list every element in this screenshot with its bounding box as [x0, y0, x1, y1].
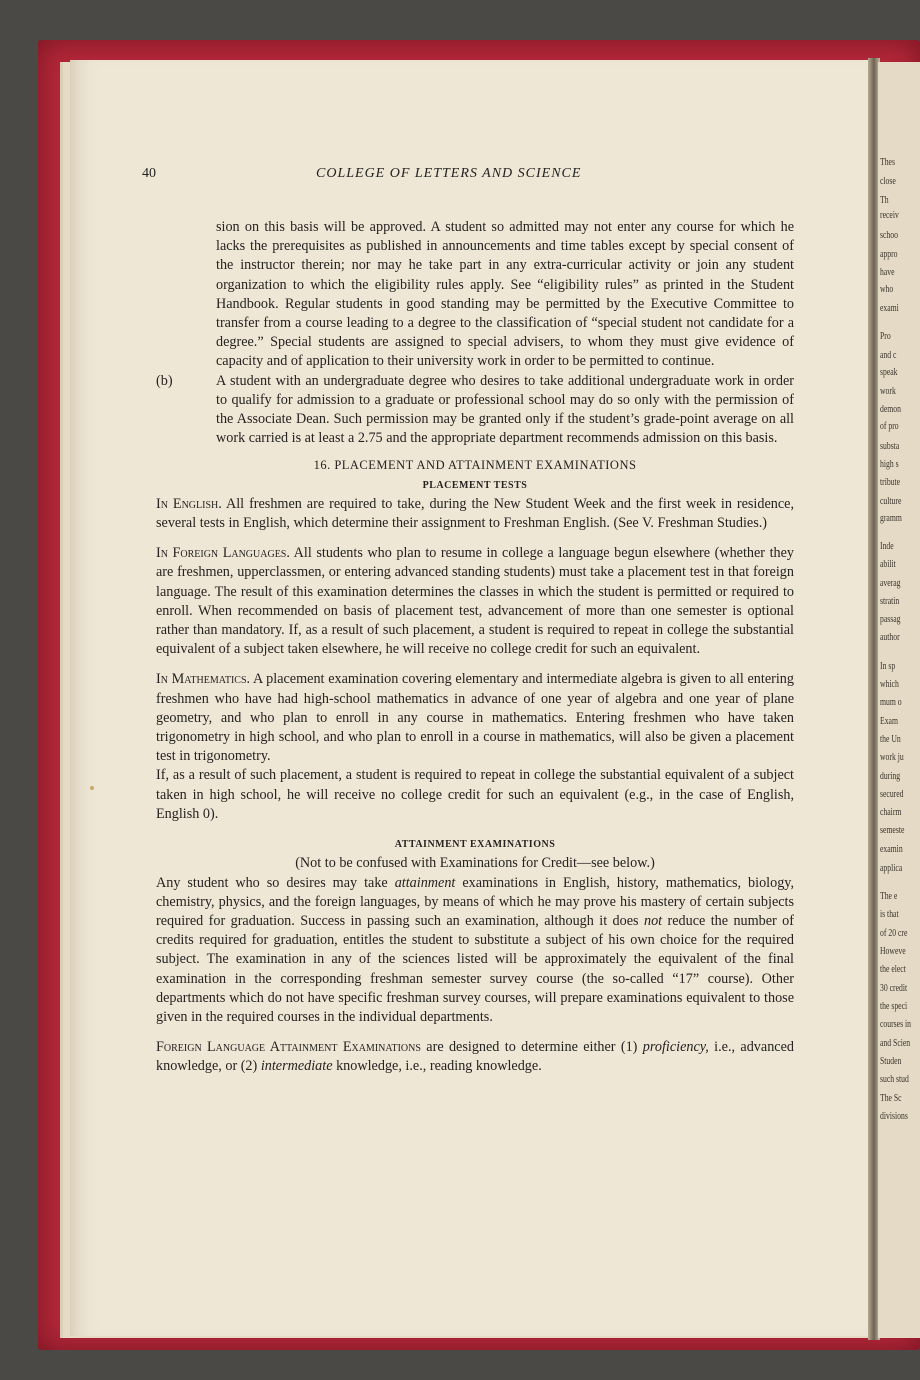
foreign-text: All students who plan to resume in college a language begun elsewhere (whether they are freshmen, upperclassmen, or entering advanced standing students) must take a placement test in that foreign language. The result of this examination determines the classes in which the student is permitted or required to enroll. When recommended on basis of placement test, advancement of more than one semester is optional rather than mandatory. If, as a result of such placement, a student is required to repeat in college the substantial equivalent of a subject taken elsewhere, he will receive no college credit for such an equivalent.: [156, 545, 794, 658]
adjacent-page: [878, 62, 920, 1338]
adjacent-page-fragment: is that: [880, 908, 899, 920]
foreign-paragraph: [156, 544, 794, 659]
adjacent-page-fragment: and Scien: [880, 1037, 911, 1049]
adjacent-page-fragment: chairm: [880, 806, 902, 818]
adjacent-page-fragment: abilit: [880, 558, 896, 570]
adjacent-page-fragment: semeste: [880, 824, 905, 836]
attainment-subheading: ATTAINMENT EXAMINATIONS: [394, 839, 556, 851]
adjacent-page-fragment: demon: [880, 403, 901, 415]
math-paragraph: [156, 670, 794, 766]
fla-text-a: are designed to determine either (1): [420, 1039, 643, 1056]
section-heading: 16. PLACEMENT AND ATTAINMENT EXAMINATIONS: [313, 458, 637, 473]
attain-text-c: reduce the number of credits required for graduation, entitles the student to substitute a subject of his own choice for the required subject. The examination in any of the sciences listed will be approximately the equivalent of the final examination in the corresponding freshman semester survey course (the so-called “17” course). Other departments which do not have specific freshman survey courses, will prepare examinations equivalent to those given in the required courses in the individual departments.: [156, 912, 795, 1025]
adjacent-page-fragment: substa: [880, 440, 900, 452]
adjacent-page-fragment: Th: [880, 194, 889, 206]
item-b-marker: (b): [156, 372, 173, 389]
adjacent-page-fragment: such stud: [880, 1073, 909, 1085]
item-b-text: A student with an undergraduate degree who desires to take additional undergraduate work in order to qualify for admission to a graduate or professional school may do so only with the permission of the Associate Dean. Such permission may be granted only if the student’s grade-point average on all work carried is at least a 2.75 and the appropriate department recommends admission on this basis.: [216, 372, 794, 447]
adjacent-page-fragment: the speci: [880, 1000, 908, 1012]
fla-lead: Foreign Language Attainment Examinations: [156, 1039, 421, 1056]
adjacent-page-fragment: Inde: [880, 540, 894, 552]
adjacent-page-fragment: Exam: [880, 715, 898, 727]
adjacent-page-fragment: tribute: [880, 476, 901, 488]
page-number: 40: [142, 166, 156, 181]
attain-italic-1: attainment: [394, 874, 456, 891]
fla-paragraph: [156, 1038, 794, 1076]
adjacent-page-fragment: exami: [880, 302, 899, 314]
adjacent-page-fragment: of 20 cre: [880, 927, 908, 939]
adjacent-page-fragment: Thes: [880, 156, 895, 168]
adjacent-page-fragment: work: [880, 385, 896, 397]
adjacent-page-fragment: examin: [880, 843, 903, 855]
adjacent-page-fragment: high s: [880, 458, 899, 470]
adjacent-page-fragment: applica: [880, 862, 903, 874]
fla-text-c: knowledge, i.e., reading knowledge.: [332, 1058, 542, 1075]
english-lead: In English.: [156, 495, 222, 512]
foreign-lead: In Foreign Languages.: [156, 545, 290, 562]
adjacent-page-fragment: which: [880, 678, 899, 690]
adjacent-page-fragment: mum o: [880, 696, 902, 708]
adjacent-page-fragment: of pro: [880, 420, 899, 432]
adjacent-page-fragment: schoo: [880, 229, 898, 241]
attainment-paragraph: [156, 874, 794, 1028]
adjacent-page-fragment: The e: [880, 890, 898, 902]
item-b: [156, 372, 794, 449]
placement-subheading: PLACEMENT TESTS: [422, 479, 528, 491]
adjacent-page-fragment: speak: [880, 366, 898, 378]
math-text: A placement examination covering elementary and intermediate algebra is given to all entering freshmen who have had high-school mathematics in advance of one year of algebra and one year of plane geometry, and who plan to enroll in any course in mathematics. Entering freshmen who have taken trigonometry in high school, and who plan to enroll in a course in mathematics, will also be given a placement test in trigonometry.: [156, 671, 794, 765]
adjacent-page-fragment: In sp: [880, 660, 896, 672]
fla-text-b: i.e., advanced knowledge, or (2): [156, 1039, 794, 1075]
adjacent-page-fragment: 30 credit: [880, 982, 908, 994]
adjacent-page-fragment: Studen: [880, 1055, 902, 1067]
adjacent-page-fragment: during: [880, 770, 901, 782]
math-lead: In Mathematics.: [156, 671, 251, 688]
fla-italic-2: intermediate: [260, 1058, 333, 1075]
adjacent-page-fragment: averag: [880, 577, 901, 589]
adjacent-page-fragment: author: [880, 631, 900, 643]
english-paragraph: [156, 495, 794, 533]
adjacent-page-fragment: Pro: [880, 330, 891, 342]
attain-italic-2: not: [643, 912, 663, 929]
continued-paragraph: sion on this basis will be approved. A student so admitted may not enter any course for which he lacks the prerequisites as published in announcements and time tables except by special consent of the instructor therein; nor may he take part in any extra-curricular activity or join any student organization to which the eligibility rules apply. See “eligibility rules” as printed in the Student Handbook. Regular students in good standing may be permitted by the Executive Committee to transfer from a course leading to a degree to the classification of “special student not candidate for a degree.” Special students are assigned to special advisers, to whom they must give evidence of capacity and of application to their university work in order to be permitted to continue.: [216, 219, 794, 370]
fla-italic-1: proficiency,: [642, 1039, 709, 1056]
adjacent-page-fragment: divisions: [880, 1110, 908, 1122]
adjacent-page-fragment: The Sc: [880, 1092, 902, 1104]
math-paragraph-2: If, as a result of such placement, a student is required to repeat in college the substantial equivalent of a subject taken in high school, he will receive no college credit for such an equivalent (e.g., in the case of English, English 0).: [156, 767, 794, 822]
adjacent-page-fragment: courses in: [880, 1018, 912, 1030]
adjacent-page-fragment: work ju: [880, 751, 904, 763]
adjacent-page-fragment: appro: [880, 248, 898, 260]
adjacent-page-fragment: who: [880, 283, 894, 295]
adjacent-page-fragment: the elect: [880, 963, 906, 975]
adjacent-page-fragment: passag: [880, 613, 901, 625]
attain-text-b: examinations in English, history, mathematics, biology, chemistry, physics, and the foreign languages, by means of which he may prove his mastery of certain subjects required for graduation. Success in passing such an examination, although it does: [156, 874, 795, 929]
page-body: [156, 218, 794, 1077]
english-text: All freshmen are required to take, during the New Student Week and the first week in residence, several tests in English, which determine their assignment to Freshman English. (See V. Freshman Studies.): [156, 495, 794, 532]
adjacent-page-fragment: gramm: [880, 512, 902, 524]
adjacent-page-fragment: the Un: [880, 733, 901, 745]
adjacent-page-fragment: have: [880, 266, 895, 278]
page-mark: [90, 786, 94, 790]
adjacent-page-fragment: secured: [880, 788, 904, 800]
attainment-note: (Not to be confused with Examinations for Credit—see below.): [295, 855, 655, 872]
running-head: COLLEGE OF LETTERS AND SCIENCE: [316, 166, 582, 181]
adjacent-page-fragment: close: [880, 175, 896, 187]
adjacent-page-fragment: receiv: [880, 209, 899, 221]
attain-text-a: Any student who so desires may take: [156, 874, 395, 891]
adjacent-page-fragment: and c: [880, 349, 897, 361]
adjacent-page-fragment: stratin: [880, 595, 900, 607]
adjacent-page-fragment: Howeve: [880, 945, 906, 957]
adjacent-page-fragment: culture: [880, 495, 902, 507]
